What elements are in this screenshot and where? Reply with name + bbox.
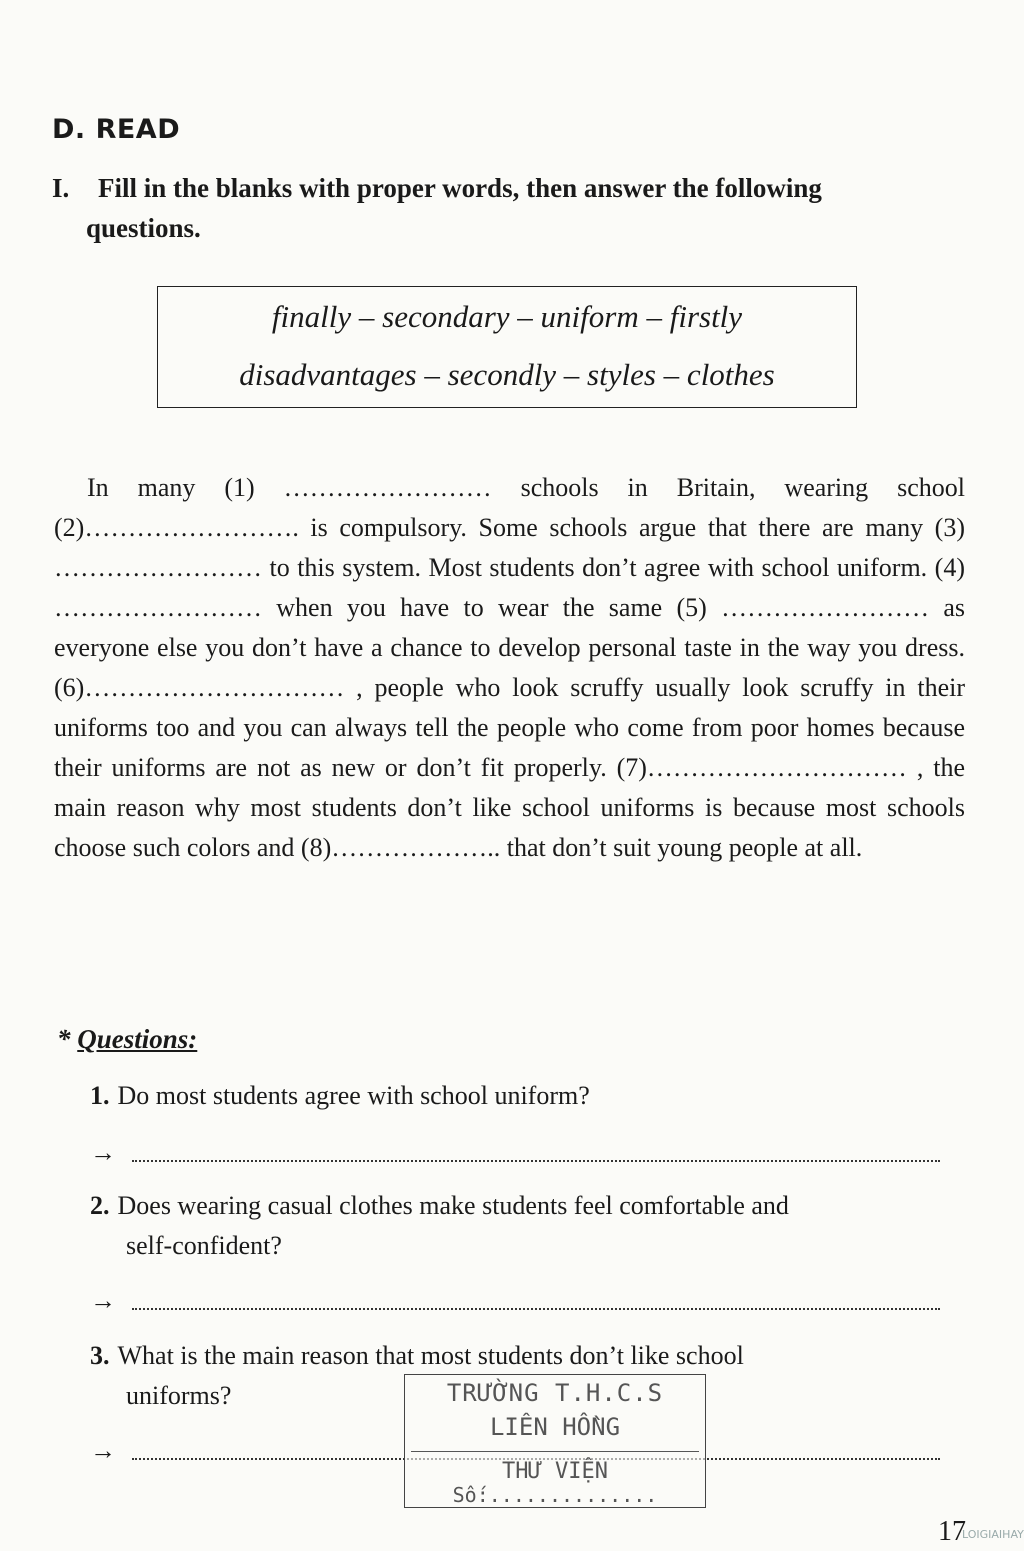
- questions-heading-star: *: [57, 1024, 78, 1054]
- question-text: What is the main reason that most students don’t like school: [117, 1341, 744, 1370]
- instruction-line1: Fill in the blanks with proper words, then answer the following: [98, 173, 822, 203]
- question-number: 3.: [90, 1341, 110, 1370]
- question-2: [90, 1186, 966, 1266]
- question-text-continuation: self-confident?: [126, 1231, 282, 1260]
- questions-heading: [57, 1024, 197, 1055]
- dotted-answer-line: [132, 1308, 940, 1310]
- instruction: [52, 168, 967, 248]
- arrow-icon: →: [90, 1138, 116, 1167]
- arrow-icon: →: [90, 1436, 116, 1465]
- word-box-row1: finally – secondary – uniform – firstly: [271, 299, 743, 334]
- question-number: 2.: [90, 1191, 110, 1220]
- stamp-line1: TRƯỜNG T.H.C.S: [446, 1379, 664, 1407]
- section-title: D. READ: [52, 114, 181, 145]
- word-box-row2: disadvantages – secondly – styles – clothes: [239, 357, 775, 392]
- page-number: 17: [938, 1516, 966, 1547]
- stamp-line4: Số:..............: [452, 1483, 658, 1507]
- answer-line-2[interactable]: [90, 1286, 940, 1322]
- watermark-logo: LOIGIAIHAY: [962, 1528, 1024, 1541]
- library-stamp: [404, 1374, 706, 1508]
- arrow-icon: →: [90, 1286, 116, 1315]
- dotted-answer-line: [132, 1160, 940, 1162]
- answer-line-1[interactable]: [90, 1138, 940, 1174]
- question-text: Does wearing casual clothes make students feel comfortable and: [117, 1191, 789, 1220]
- word-box: [157, 286, 857, 408]
- question-text: Do most students agree with school uniform?: [117, 1081, 590, 1110]
- instruction-line2: questions.: [86, 213, 201, 243]
- instruction-number: I.: [52, 173, 70, 203]
- question-1: [90, 1076, 966, 1116]
- questions-heading-label: Questions:: [77, 1024, 198, 1054]
- question-number: 1.: [90, 1081, 110, 1110]
- question-text-continuation: uniforms?: [126, 1381, 232, 1410]
- stamp-line2: LIÊN HỒNG: [489, 1413, 621, 1441]
- reading-passage: In many (1) …………………… schools in Britain, wearing school (2)……………………. is compulsory. Some schools argue that there are many (3) …………………… to this system. Most students don’t agree with school uniform. (4) …………………… when you have to wear the same (5) …………………… as everyone else you don’t have a chance to develop personal taste in the way you dress. (6)………………………… , people who look scruffy usually look scruffy in their uniforms too and you can always tell the people who come from poor homes because their uniforms are not as new or don’t fit properly. (7)………………………… , the main reason why most students don’t like school uniforms is because most schools choose such colors and (8)……………….. that don’t suit young people at all.: [54, 473, 965, 862]
- stamp-line3: THƯ VIỆN: [502, 1459, 608, 1484]
- stamp-divider: [411, 1451, 699, 1452]
